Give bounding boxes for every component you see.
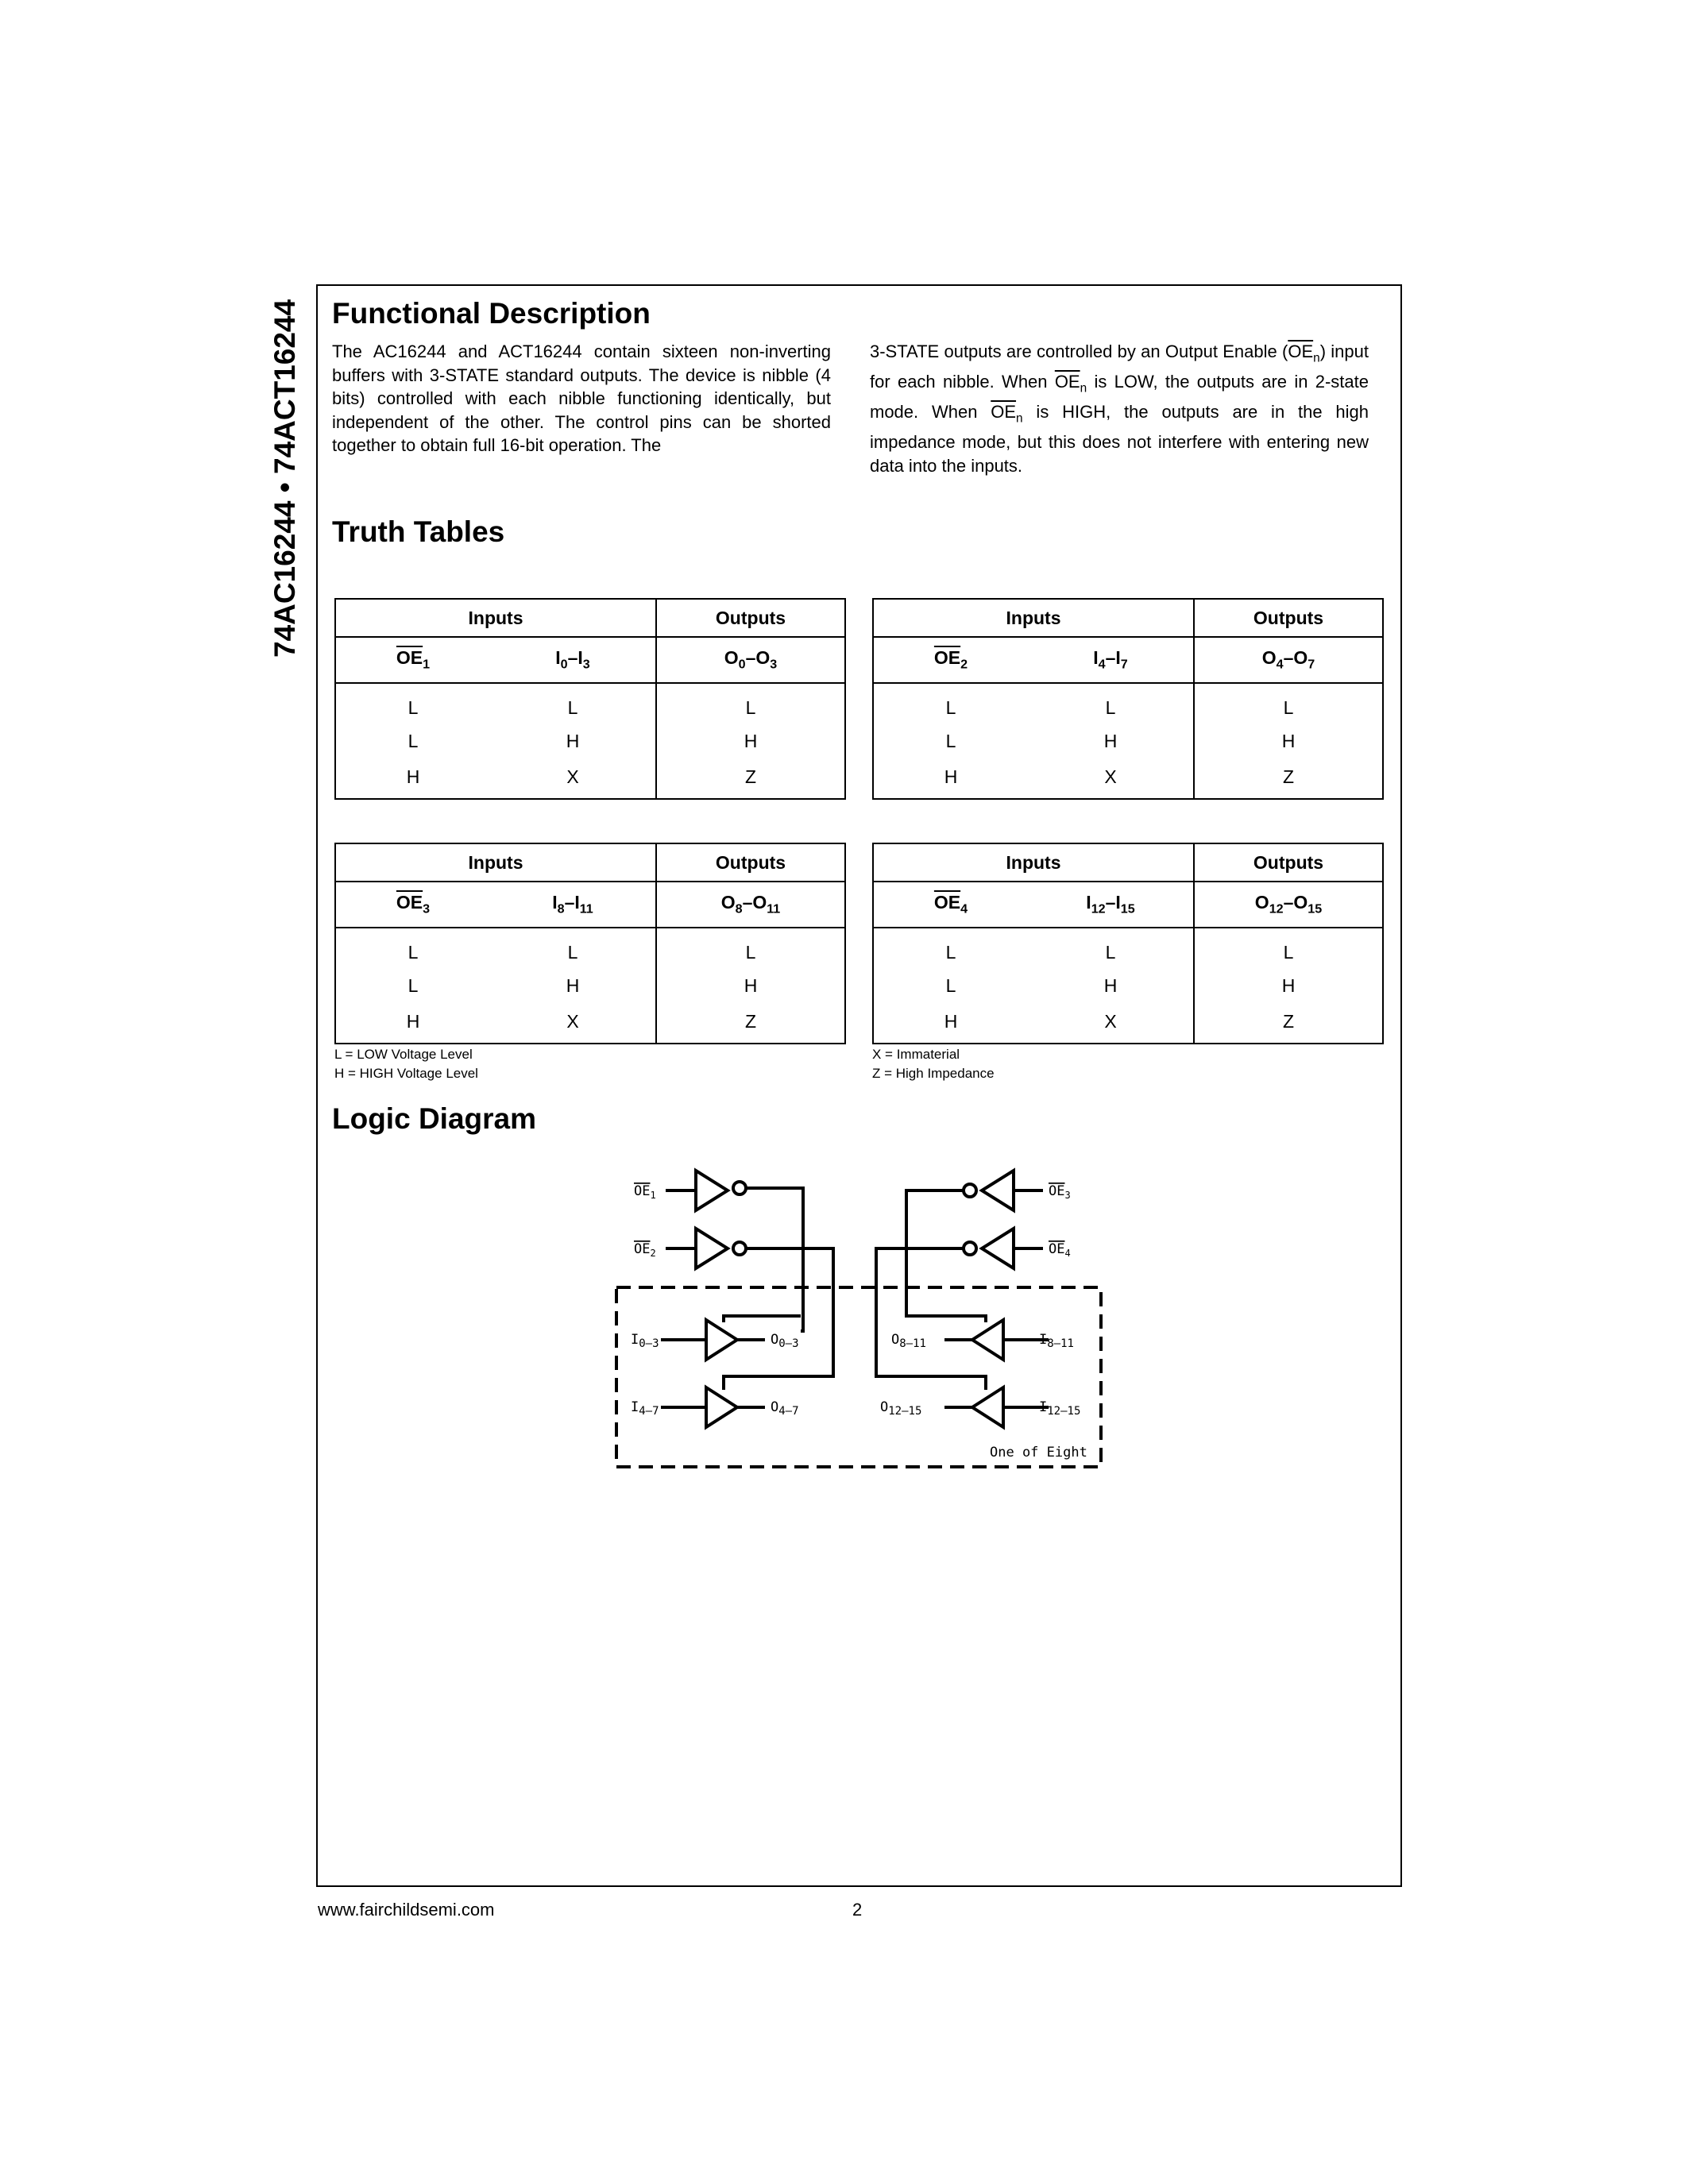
- side-part-title: 74AC16244 • 74ACT16244: [268, 299, 301, 658]
- buf03-buffer: [706, 1320, 737, 1360]
- one-of-eight-label: One of Eight: [990, 1445, 1087, 1461]
- one-of-eight-box: [616, 1287, 1101, 1467]
- i03-label: $I_{0-3}$: [631, 1332, 659, 1350]
- table-row: H X Z: [335, 1005, 845, 1044]
- table-row: H X Z: [873, 1005, 1383, 1044]
- truth-tables-heading: Truth Tables: [332, 515, 505, 548]
- output-column-header: $O_4-O_7$: [1194, 637, 1383, 683]
- o03-label: $O_{0-3}$: [771, 1332, 799, 1350]
- outputs-header: Outputs: [1194, 599, 1383, 637]
- table-row: H X Z: [335, 760, 845, 799]
- output-column-header: $O_0-O_3$: [656, 637, 845, 683]
- input-column-header: $I_{12}-I_{15}$: [1028, 882, 1194, 928]
- output-column-header: $O_8-O_{11}$: [656, 882, 845, 928]
- output-column-header: $O_{12}-O_{15}$: [1194, 882, 1383, 928]
- table-row: L L L: [873, 928, 1383, 967]
- oe-column-header: $\overline{OE}_3$: [335, 882, 490, 928]
- oe3-label: $OE_3$: [1049, 1183, 1071, 1201]
- input-column-header: $I_8-I_{11}$: [490, 882, 656, 928]
- i47-label: $I_{4-7}$: [631, 1399, 659, 1418]
- o47-label: $O_{4-7}$: [771, 1399, 799, 1418]
- input-column-header: $I_4-I_7$: [1028, 637, 1194, 683]
- inputs-header: Inputs: [873, 843, 1194, 882]
- oe4-inverter: [982, 1229, 1014, 1268]
- table-row: L L L: [335, 683, 845, 722]
- oe2-inverter: [696, 1229, 728, 1268]
- table-row: H X Z: [873, 760, 1383, 799]
- oe1-control-wire: [746, 1188, 803, 1331]
- input-column-header: $I_0-I_3$: [490, 637, 656, 683]
- i811-label: $I_{8-11}$: [1039, 1332, 1074, 1350]
- o1215-label: $O_{12-15}$: [880, 1399, 922, 1418]
- table-row: L L L: [335, 928, 845, 967]
- buf811-buffer: [972, 1320, 1003, 1360]
- legend-left: L = LOW Voltage Level H = HIGH Voltage Level: [334, 1047, 478, 1081]
- table-row: L H H: [335, 722, 845, 760]
- outputs-header: Outputs: [656, 599, 845, 637]
- oe4-control-wire: [876, 1248, 986, 1390]
- inputs-header: Inputs: [335, 843, 656, 882]
- oe2-control-wire: [724, 1248, 833, 1390]
- table-row: L L L: [873, 683, 1383, 722]
- oe2-bubble: [733, 1242, 746, 1255]
- oe-column-header: $\overline{OE}_1$: [335, 637, 490, 683]
- oe1-label: $OE_1$: [634, 1183, 656, 1201]
- logic-diagram-heading: Logic Diagram: [332, 1102, 536, 1135]
- table-row: L H H: [873, 967, 1383, 1005]
- table-row: L H H: [873, 722, 1383, 760]
- o811-label: $O_{8-11}$: [891, 1332, 926, 1350]
- oe4-bubble: [964, 1242, 976, 1255]
- functional-description-col2: 3-STATE outputs are controlled by an Output Enable $(\overline{OE}_n)$ input for each nibble. When $\overline{OE}_n$ is LOW, the outputs are in 2-state mode. When $\overline{OE}_n$ is HIGH, the outputs are in the high impedance mode, but this does not interfere with entering new data into the inputs.: [870, 341, 1369, 476]
- inputs-header: Inputs: [873, 599, 1194, 637]
- buf1215-buffer: [972, 1387, 1003, 1427]
- outputs-header: Outputs: [656, 843, 845, 882]
- outputs-header: Outputs: [1194, 843, 1383, 882]
- buf47-buffer: [706, 1387, 737, 1427]
- footer-url: www.fairchildsemi.com: [318, 1900, 495, 1920]
- oe2-label: $OE_2$: [634, 1241, 656, 1259]
- inputs-header: Inputs: [335, 599, 656, 637]
- table-row: L H H: [335, 967, 845, 1005]
- legend-right: X = Immaterial Z = High Impedance: [872, 1047, 995, 1081]
- oe1-inverter: [696, 1171, 728, 1210]
- oe4-label: $OE_4$: [1049, 1241, 1071, 1259]
- functional-description-heading: Functional Description: [332, 297, 651, 330]
- oe3-inverter: [982, 1171, 1014, 1210]
- oe1-bubble: [733, 1182, 746, 1194]
- oe-column-header: $\overline{OE}_2$: [873, 637, 1028, 683]
- oe3-bubble: [964, 1184, 976, 1197]
- buf03-enable-wire: [724, 1316, 801, 1322]
- oe-column-header: $\overline{OE}_4$: [873, 882, 1028, 928]
- oe3-control-wire: [906, 1190, 986, 1322]
- functional-description-col1: The AC16244 and ACT16244 contain sixteen non-inverting buffers with 3-STATE standard outputs. The device is nibble (4 bits) controlled with each nibble functioning identically, but independent of the other. The control pins can be shorted together to obtain full 16-bit operation. The: [332, 341, 831, 456]
- page-number: 2: [852, 1900, 863, 1920]
- i1215-label: $I_{12-15}$: [1039, 1399, 1081, 1418]
